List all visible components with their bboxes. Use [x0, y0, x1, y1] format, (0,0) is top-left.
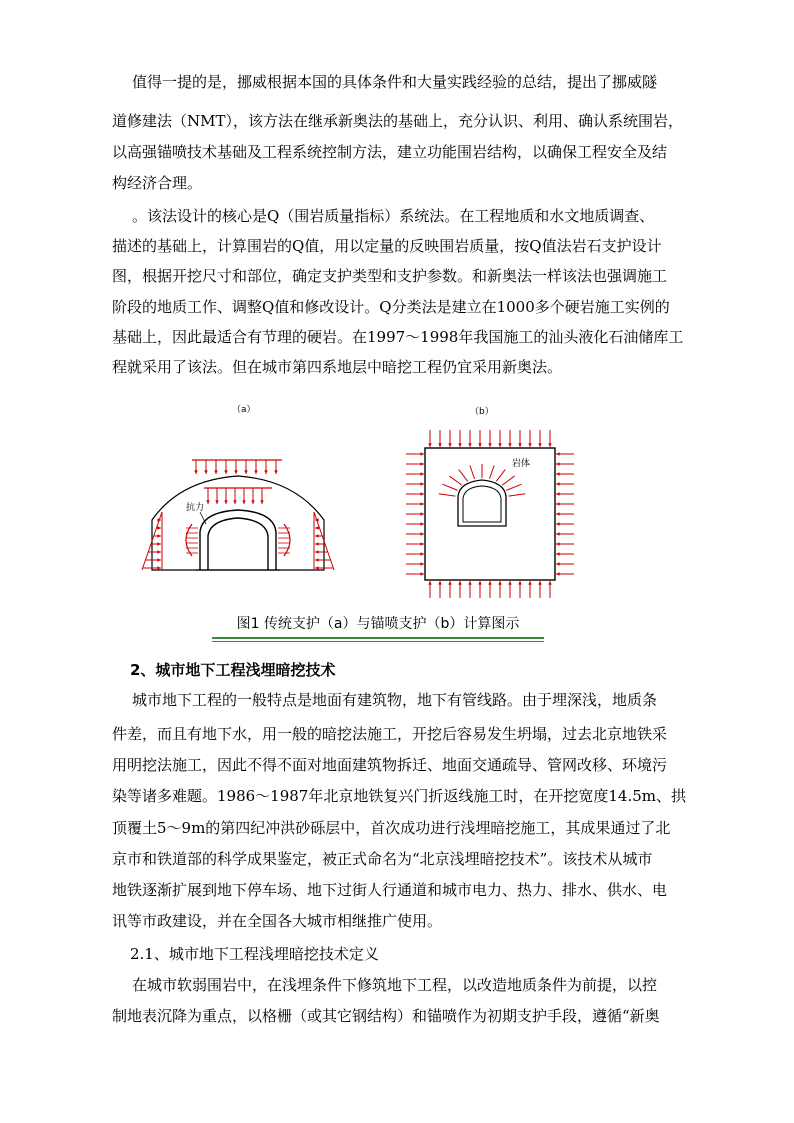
load-arrow-head: [420, 572, 424, 575]
load-arrow-head: [251, 500, 254, 504]
paragraph-line: 。该法设计的核心是Q（围岩质量指标）系统法。在工程地质和水文地质调查、: [132, 207, 655, 225]
load-arrow-head: [528, 443, 531, 447]
lateral-arrow-head: [315, 526, 319, 529]
rock-bolt: [449, 476, 462, 485]
load-arrow-head: [538, 443, 541, 447]
load-arrow-head: [556, 452, 560, 455]
paragraph-line: 程就采用了该法。但在城市第四系地层中暗挖工程仍宜采用新奥法。: [112, 358, 563, 376]
rock-bolt: [496, 469, 505, 481]
load-arrow-head: [420, 502, 424, 505]
mid-load-arrows-a: [206, 488, 263, 504]
lateral-arrow-head: [157, 534, 161, 537]
rock-bolt: [509, 494, 526, 496]
paragraph-line: 染等诸多难题。1986～1987年北京地铁复兴门折返线施工时，在开挖宽度14.5m、拱: [112, 787, 686, 805]
boundary-load-arrows-b: [406, 430, 574, 598]
load-arrow-head: [478, 581, 481, 585]
rock-bolt: [489, 465, 494, 478]
rock-bolt: [459, 469, 468, 481]
load-arrow-head: [420, 542, 424, 545]
load-arrow-head: [528, 581, 531, 585]
load-arrow-head: [498, 581, 501, 585]
load-arrow-head: [420, 562, 424, 565]
section-heading: 2、城市地下工程浅埋暗挖技术: [130, 661, 336, 679]
load-arrow-head: [548, 581, 551, 585]
load-arrow-head: [214, 470, 217, 474]
load-arrow-head: [420, 522, 424, 525]
load-arrow-head: [556, 552, 560, 555]
rock-bolt: [439, 494, 456, 496]
paragraph-line: 顶覆土5～9m的第四纪冲洪砂砾层中，首次成功进行浅埋暗挖施工，其成果通过了北: [112, 819, 671, 837]
paragraph-line: 以高强锚喷技术基础及工程系统控制方法，建立功能围岩结构，以确保工程安全及结: [112, 143, 668, 161]
diagram-a: [142, 404, 334, 570]
top-load-arrows-a: [194, 460, 277, 474]
paragraph-line: 城市地下工程的一般特点是地面有建筑物，地下有管线路。由于埋深浅，地质条: [132, 691, 658, 709]
lateral-arrow-head: [315, 558, 319, 561]
rock-bolt: [442, 484, 457, 490]
load-arrow-head: [518, 443, 521, 447]
load-arrow-head: [233, 500, 236, 504]
subsection-heading: 2.1、城市地下工程浅埋暗挖技术定义: [130, 945, 379, 963]
label-yanti: 岩体: [512, 459, 531, 469]
lateral-arrow-head: [315, 534, 319, 537]
rock-arch-outline: [152, 476, 324, 570]
rock-bolt: [502, 476, 515, 485]
load-arrow-head: [556, 482, 560, 485]
load-arrow-head: [420, 512, 424, 515]
load-arrow-head: [556, 462, 560, 465]
load-arrow-head: [438, 443, 441, 447]
lateral-arrow-head: [157, 566, 161, 569]
load-arrow-head: [420, 492, 424, 495]
load-arrow-head: [420, 482, 424, 485]
load-arrow-head: [556, 562, 560, 565]
load-arrow-head: [458, 581, 461, 585]
load-arrow-head: [260, 500, 263, 504]
label-a: （a）: [232, 405, 256, 415]
label-b: （b）: [470, 407, 494, 417]
rock-bolt: [506, 484, 521, 490]
load-arrow-head: [538, 581, 541, 585]
paragraph-line: 基础上，因此最适合有节理的硬岩。在1997～1998年我国施工的汕头液化石油储库工: [112, 328, 684, 346]
tunnel-outline-b-outer: [458, 480, 506, 526]
load-arrow-head: [488, 581, 491, 585]
tunnel-lining-outer: [200, 510, 276, 570]
load-arrow-head: [468, 581, 471, 585]
load-arrow-head: [244, 470, 247, 474]
load-arrow-head: [194, 470, 197, 474]
load-arrow-head: [556, 512, 560, 515]
load-arrow-head: [242, 500, 245, 504]
load-arrow-head: [438, 581, 441, 585]
paragraph-line: 值得一提的是，挪威根据本国的具体条件和大量实践经验的总结，提出了挪威隧: [132, 73, 658, 91]
lateral-arrow-head: [315, 550, 319, 553]
paragraph-line: 描述的基础上，计算围岩的Q值，用以定量的反映围岩质量，按Q值法岩石支护设计: [112, 237, 662, 255]
load-arrow-head: [556, 542, 560, 545]
tunnel-lining-inner: [208, 518, 268, 570]
load-arrow-head: [428, 443, 431, 447]
load-arrow-head: [478, 443, 481, 447]
rock-bolt: [470, 465, 475, 478]
load-arrow-head: [420, 472, 424, 475]
load-arrow-head: [274, 470, 277, 474]
load-arrow-head: [556, 472, 560, 475]
lateral-arrow-head: [157, 558, 161, 561]
paragraph-line: 道修建法（NMT），该方法在继承新奥法的基础上，充分认识、利用、确认系统围岩，: [112, 112, 683, 130]
load-arrow-head: [458, 443, 461, 447]
tunnel-outline-b-inner: [463, 486, 501, 522]
rock-mass-boundary: [425, 448, 555, 580]
load-arrow-head: [215, 500, 218, 504]
paragraph-line: 图，根据开挖尺寸和部位，确定支护类型和支护参数。和新奥法一样该法也强调施工: [112, 267, 668, 285]
resistance-zone-left: [186, 524, 192, 556]
load-arrow-head: [556, 492, 560, 495]
lateral-load-arrows-a: [142, 512, 334, 570]
resistance-zone-right: [284, 524, 290, 556]
paragraph-line: 在城市软弱围岩中，在浅埋条件下修筑地下工程，以改造地质条件为前提，以控: [132, 976, 658, 994]
paragraph-line: 京市和铁道部的科学成果鉴定，被正式命名为“北京浅埋暗挖技术”。该技术从城市: [112, 850, 653, 868]
load-arrow-head: [488, 443, 491, 447]
load-arrow-head: [206, 500, 209, 504]
load-arrow-head: [508, 581, 511, 585]
load-arrow-head: [204, 470, 207, 474]
support-diagram-figure: [140, 400, 680, 640]
lateral-arrow-head: [315, 566, 319, 569]
caption-underline: [212, 637, 544, 639]
load-arrow-head: [556, 572, 560, 575]
load-arrow-head: [556, 522, 560, 525]
load-arrow-head: [508, 443, 511, 447]
load-arrow-head: [264, 470, 267, 474]
lateral-arrow-head: [157, 542, 161, 545]
paragraph-line: 用明挖法施工，因此不得不面对地面建筑物拆迁、地面交通疏导、管网改移、环境污: [112, 756, 668, 774]
load-arrow-head: [428, 581, 431, 585]
paragraph-line: 地铁逐渐扩展到地下停车场、地下过街人行通道和城市电力、热力、排水、供水、电: [112, 881, 668, 899]
load-arrow-head: [518, 581, 521, 585]
load-arrow-head: [468, 443, 471, 447]
load-arrow-head: [224, 470, 227, 474]
caption-underline: [212, 641, 544, 642]
figure-caption: 图1 传统支护（a）与锚喷支护（b）计算图示: [236, 616, 520, 632]
load-arrow-head: [556, 532, 560, 535]
paragraph-line: 制地表沉降为重点，以格栅（或其它钢结构）和锚喷作为初期支护手段，遵循“新奥: [112, 1007, 660, 1025]
paragraph-line: 讯等市政建设，并在全国各大城市相继推广使用。: [112, 912, 443, 930]
load-arrow-head: [234, 470, 237, 474]
resistance-hatching: [186, 528, 290, 553]
load-arrow-head: [498, 443, 501, 447]
load-arrow-head: [224, 500, 227, 504]
paragraph-line: 构经济合理。: [112, 174, 203, 192]
load-arrow-head: [448, 581, 451, 585]
load-arrow-head: [420, 532, 424, 535]
load-arrow-head: [254, 470, 257, 474]
load-arrow-head: [420, 552, 424, 555]
load-arrow-head: [448, 443, 451, 447]
lateral-arrow-head: [157, 550, 161, 553]
lateral-arrow-head: [315, 542, 319, 545]
load-arrow-head: [556, 502, 560, 505]
label-kangli: 抗力: [186, 503, 205, 513]
diagram-b: [406, 406, 574, 598]
load-arrow-head: [420, 452, 424, 455]
paragraph-line: 件差，而且有地下水，用一般的暗挖法施工，开挖后容易发生坍塌，过去北京地铁采: [112, 725, 668, 743]
load-arrow-head: [548, 443, 551, 447]
paragraph-line: 阶段的地质工作、调整Q值和修改设计。Q分类法是建立在1000多个硬岩施工实例的: [112, 298, 670, 316]
lateral-arrow-head: [157, 526, 161, 529]
load-arrow-head: [420, 462, 424, 465]
